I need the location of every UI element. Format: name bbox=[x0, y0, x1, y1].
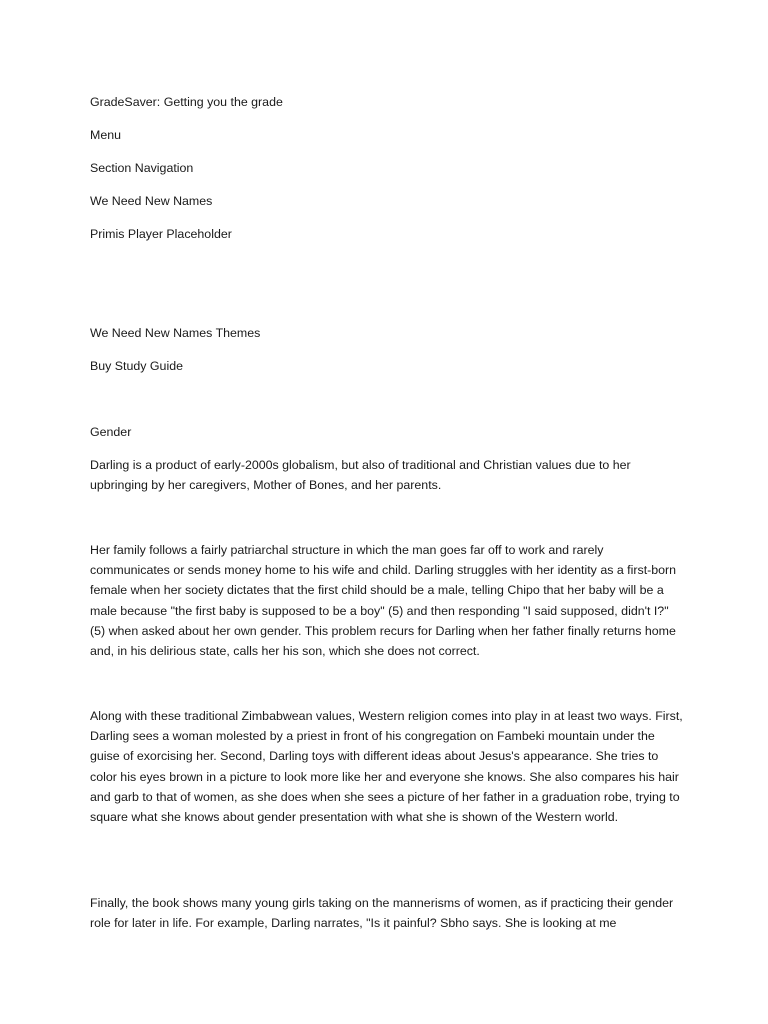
page-title: We Need New Names Themes bbox=[90, 326, 261, 340]
menu-link[interactable]: Menu bbox=[90, 128, 121, 142]
buy-study-guide-link[interactable]: Buy Study Guide bbox=[90, 359, 183, 373]
section-heading: Gender bbox=[90, 425, 132, 439]
paragraph-1: Darling is a product of early-2000s globalism, but also of traditional and Christian values due to her upbringing by her caregivers, Mother of Bones, and her parents. bbox=[90, 458, 631, 493]
paragraph-3: Along with these traditional Zimbabwean values, Western religion comes into play in at least two ways. First, Darling sees a woman molested by a priest in front of his congregation on Fambeki mountain under the guise of exorcising her. Second, Darling toys with different ideas about Jesus's appearance. She tries to color his eyes brown in a picture to look more like her and everyone she knows. She also compares his hair and garb to that of women, as she does when she sees a picture of her father in a graduation robe, trying to square what she knows about gender presentation with what she is shown of the Western world. bbox=[90, 709, 683, 825]
paragraph-4: Finally, the book shows many young girls taking on the mannerisms of women, as if practicing their gender role for later in life. For example, Darling narrates, "Is it painful? Sbho says. She is looking at me bbox=[90, 896, 674, 931]
player-placeholder: Primis Player Placeholder bbox=[90, 227, 232, 241]
section-navigation-link[interactable]: Section Navigation bbox=[90, 161, 194, 175]
book-title-link[interactable]: We Need New Names bbox=[90, 194, 213, 208]
paragraph-2: Her family follows a fairly patriarchal structure in which the man goes far off to work and rarely communicates or sends money home to his wife and child. Darling struggles with her identity as a first-born female when her society dictates that the first child should be a male, telling Chipo that her baby will be a male because "the first baby is supposed to be a boy" (5) and then responding "I said supposed, didn't I?" (5) when asked about her own gender. This problem recurs for Darling when her father finally returns home and, in his delirious state, calls her his son, which she does not correct. bbox=[90, 543, 677, 659]
site-title[interactable]: GradeSaver: Getting you the grade bbox=[90, 95, 283, 109]
